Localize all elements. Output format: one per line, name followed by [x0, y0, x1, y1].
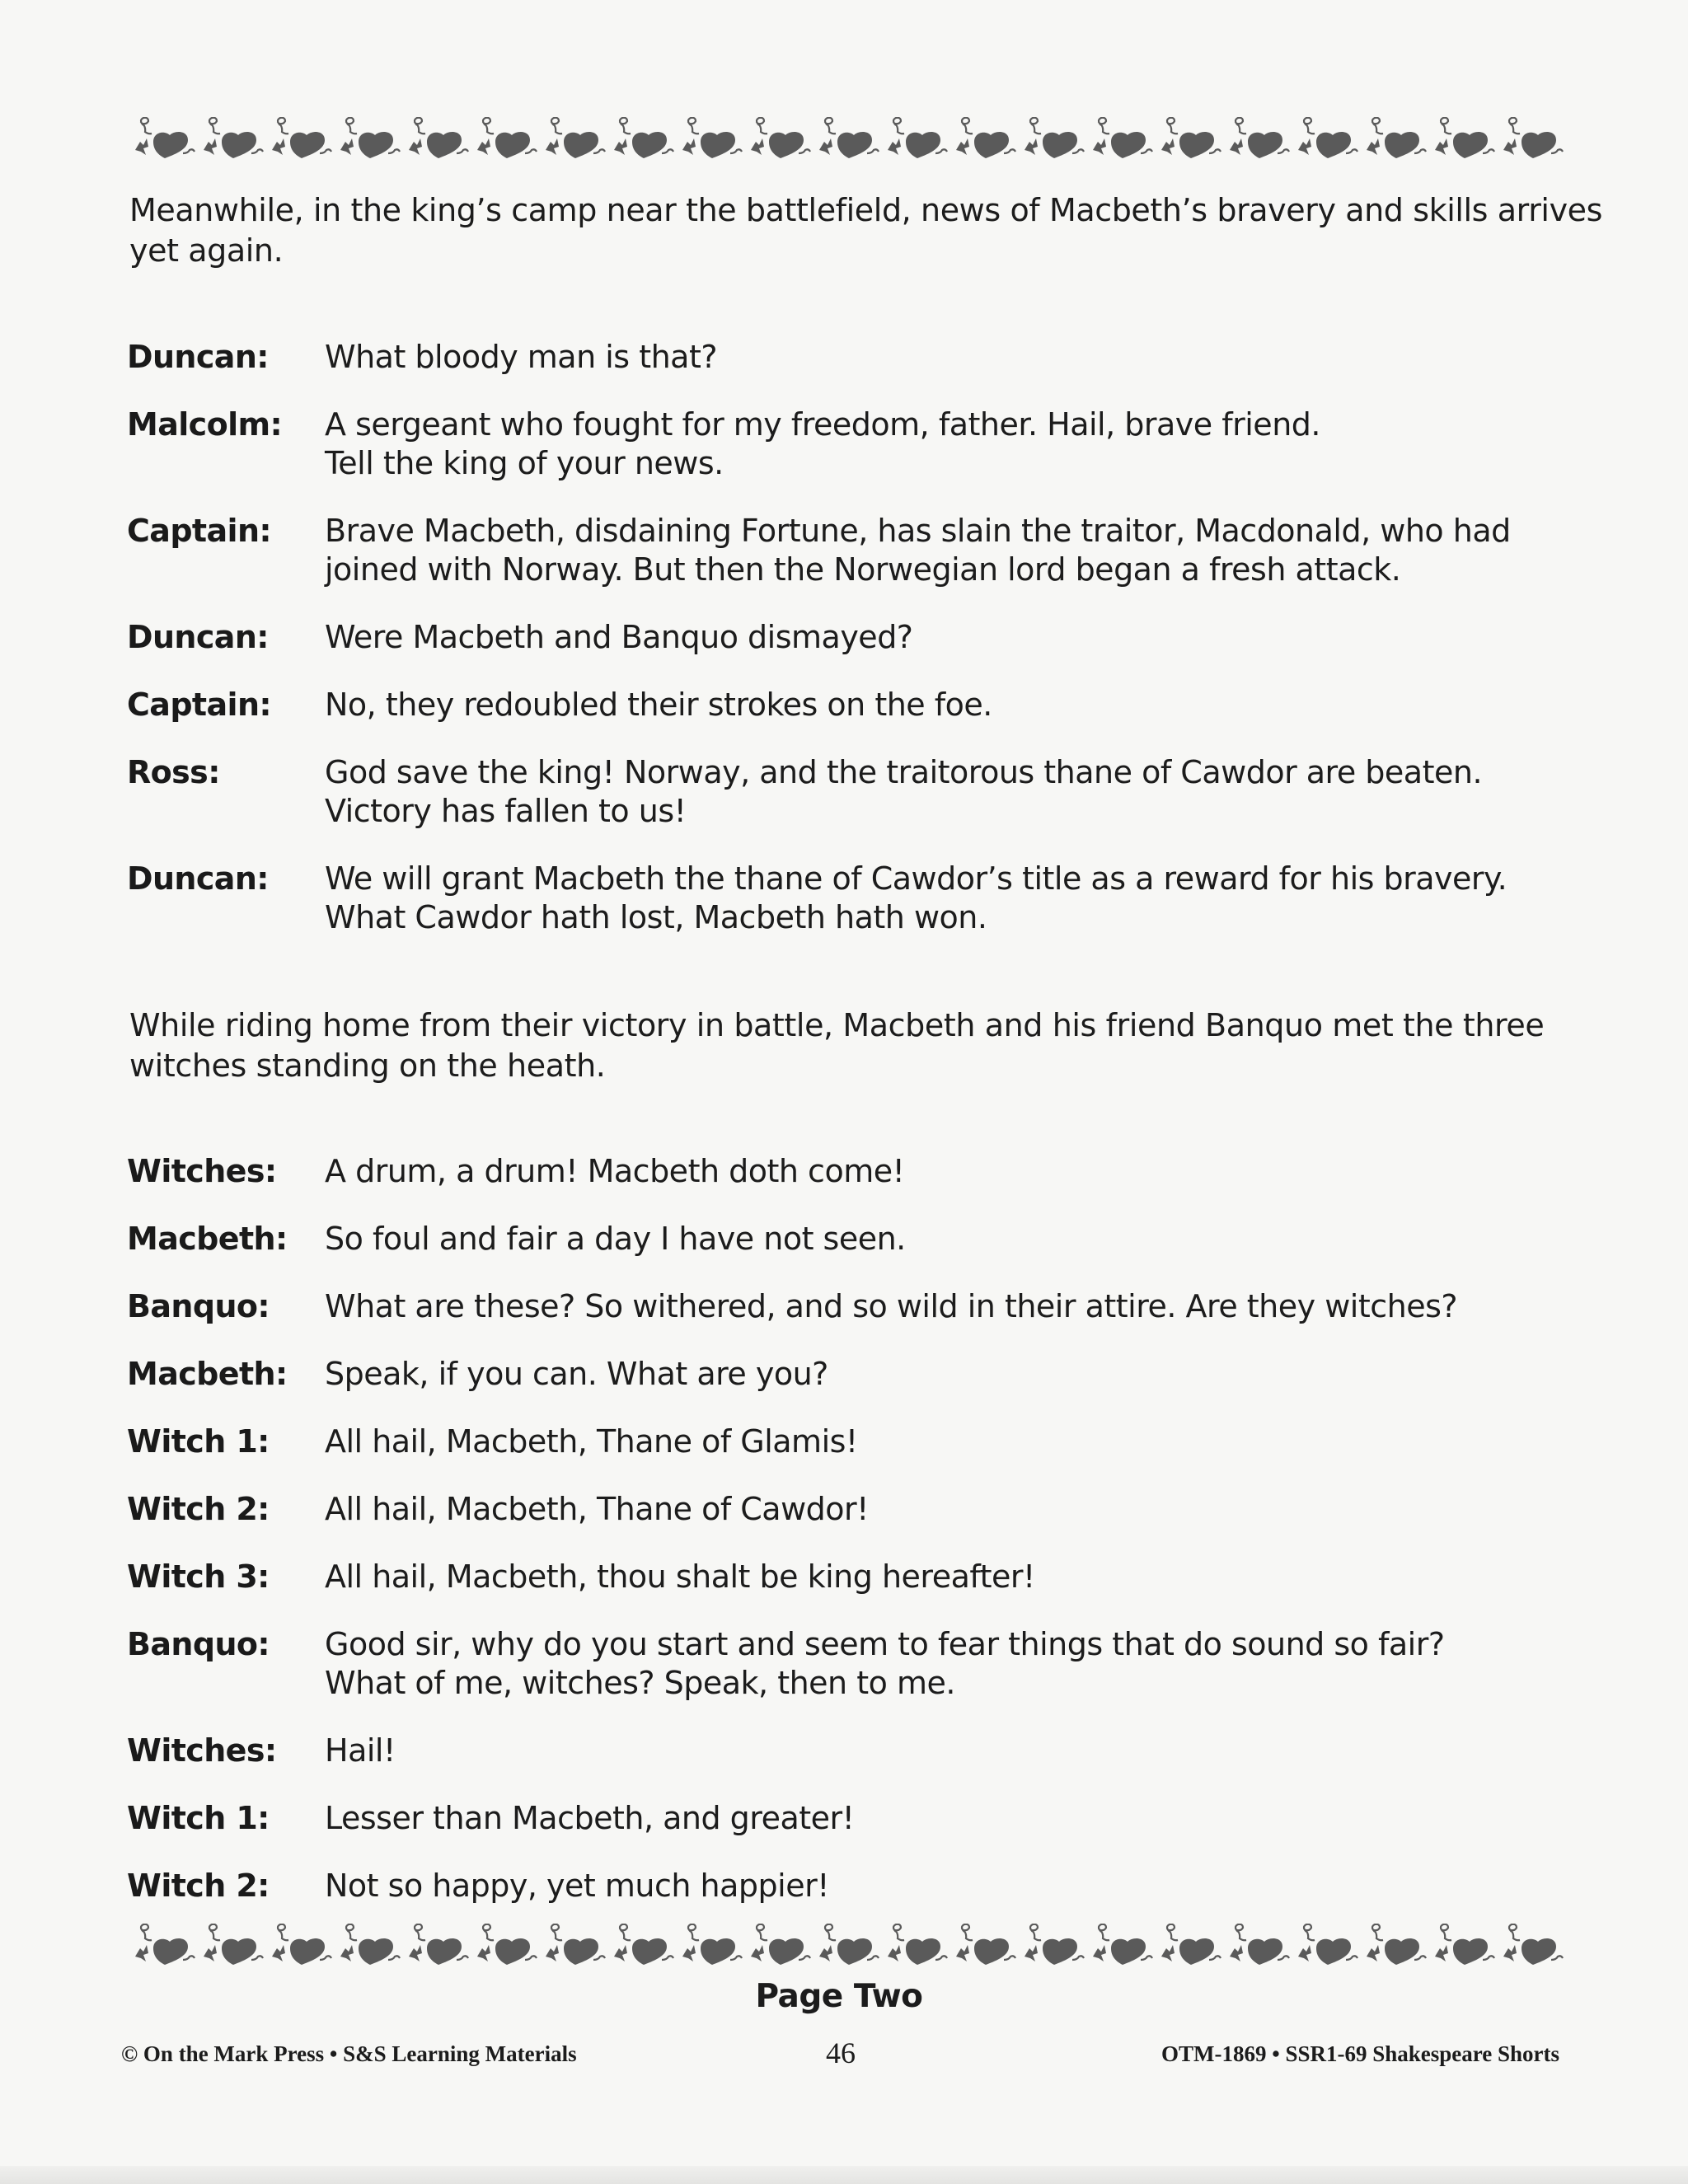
footer [121, 2038, 1559, 2071]
speech-line: A sergeant who fought for my freedom, father. Hail, brave friend. [325, 406, 1320, 443]
speech-text [325, 1558, 1035, 1596]
speech-line: We will grant Macbeth the thane of Cawdor’s title as a reward for his bravery. [325, 860, 1507, 897]
dialogue-row [127, 405, 1594, 483]
dialogue-row [127, 860, 1594, 937]
dialogue-row [127, 1867, 1594, 1905]
heart-vine-icon [1432, 117, 1500, 163]
heart-vine-icon [1363, 117, 1432, 163]
narration-paragraph-2 [129, 1005, 1580, 1086]
heart-vine-icon [1500, 117, 1568, 163]
heart-vine-icon [1158, 117, 1226, 163]
dialogue-row [127, 1355, 1594, 1394]
speech-line: What Cawdor hath lost, Macbeth hath won. [325, 899, 987, 935]
speech-line: All hail, Macbeth, Thane of Cawdor! [325, 1491, 869, 1527]
speech-line: Hail! [325, 1732, 396, 1769]
speech-line: All hail, Macbeth, thou shalt be king hereafter! [325, 1558, 1035, 1595]
speech-text [325, 686, 992, 724]
speech-line: So foul and fair a day I have not seen. [325, 1221, 906, 1257]
dialogue-row [127, 1220, 1594, 1258]
heart-vine-icon [748, 117, 816, 163]
heart-vine-icon [1021, 1924, 1090, 1970]
dialogue-row [127, 1152, 1594, 1191]
dialogue-row [127, 1625, 1594, 1703]
narration-line: Meanwhile, in the king’s camp near the battlefield, news of Macbeth’s bravery and skills arrives [129, 192, 1603, 228]
speech-text [325, 512, 1511, 589]
heart-vine-icon [269, 1924, 337, 1970]
speaker-name: Witch 1: [127, 1423, 270, 1460]
speaker-name: Malcolm: [127, 406, 283, 443]
speech-text [325, 405, 1320, 483]
heart-vine-icon [1363, 1924, 1432, 1970]
speech-text [325, 1732, 396, 1770]
speaker-name: Macbeth: [127, 1356, 288, 1392]
heart-vine-icon [200, 1924, 269, 1970]
speech-text [325, 1287, 1457, 1326]
heart-vine-icon [748, 1924, 816, 1970]
heart-vine-icon [1295, 117, 1363, 163]
speech-text [325, 1220, 906, 1258]
page-label-text: Page Two [755, 1978, 923, 2015]
heart-vine-icon [679, 1924, 748, 1970]
speech-text [325, 1867, 829, 1905]
dialogue-row [127, 338, 1594, 377]
dialogue-row [127, 1799, 1594, 1838]
dialogue-row [127, 1558, 1594, 1596]
dialogue-row [127, 512, 1594, 589]
speech-text [325, 1152, 904, 1191]
heart-vine-icon [1021, 117, 1090, 163]
footer-page-number: 46 [826, 2036, 856, 2069]
speech-text [325, 1490, 869, 1529]
page-label [0, 1978, 1688, 2015]
speech-text [325, 1355, 828, 1394]
dialogue-row [127, 686, 1594, 724]
speaker-name: Captain: [127, 687, 272, 723]
heart-vine-icon [816, 1924, 884, 1970]
heart-vine-icon [953, 117, 1021, 163]
speech-line: What are these? So withered, and so wild in their attire. Are they witches? [325, 1288, 1458, 1324]
speaker-name: Banquo: [127, 1626, 270, 1662]
speech-text [325, 618, 912, 657]
speech-line: Good sir, why do you start and seem to fear things that do sound so fair? [325, 1626, 1445, 1662]
dialogue-row [127, 1732, 1594, 1770]
speaker-name: Banquo: [127, 1288, 270, 1324]
heart-vine-icon [337, 1924, 406, 1970]
dialogue-block-2 [127, 1152, 1594, 1934]
heart-vine-icon [1226, 1924, 1295, 1970]
speech-line: Not so happy, yet much happier! [325, 1868, 829, 1904]
speech-line: Tell the king of your news. [325, 445, 724, 481]
speaker-name: Witches: [127, 1732, 277, 1769]
heart-vine-icon [474, 117, 542, 163]
footer-publisher: © On the Mark Press • S&S Learning Materials [121, 2041, 577, 2066]
heart-vine-icon [611, 1924, 679, 1970]
heart-vine-icon [611, 117, 679, 163]
speech-text [325, 753, 1482, 831]
speaker-name: Duncan: [127, 860, 269, 897]
top-heart-vine-border [132, 117, 1570, 163]
heart-vine-icon [1295, 1924, 1363, 1970]
heart-vine-icon [474, 1924, 542, 1970]
speech-line: joined with Norway. But then the Norwegian lord began a fresh attack. [325, 551, 1401, 588]
narration-line: witches standing on the heath. [129, 1047, 606, 1084]
heart-vine-icon [1432, 1924, 1500, 1970]
heart-vine-icon [406, 1924, 474, 1970]
speech-line: All hail, Macbeth, Thane of Glamis! [325, 1423, 858, 1460]
dialogue-row [127, 753, 1594, 831]
heart-vine-icon [884, 117, 953, 163]
speech-line: No, they redoubled their strokes on the foe. [325, 687, 992, 723]
heart-vine-icon [1500, 1924, 1568, 1970]
heart-vine-icon [816, 117, 884, 163]
heart-vine-icon [406, 117, 474, 163]
heart-vine-icon [542, 117, 611, 163]
speech-line: Lesser than Macbeth, and greater! [325, 1800, 855, 1836]
narration-paragraph-1 [129, 190, 1603, 271]
heart-vine-icon [200, 117, 269, 163]
heart-vine-icon [542, 1924, 611, 1970]
dialogue-row [127, 1422, 1594, 1461]
dialogue-block-1 [127, 338, 1594, 966]
speaker-name: Witches: [127, 1153, 277, 1189]
heart-vine-icon [953, 1924, 1021, 1970]
speech-line: Brave Macbeth, disdaining Fortune, has slain the traitor, Macdonald, who had [325, 513, 1511, 549]
speech-text [325, 860, 1507, 937]
page-edge [0, 2166, 1688, 2184]
speech-text [325, 1799, 854, 1838]
heart-vine-icon [1226, 117, 1295, 163]
dialogue-row [127, 618, 1594, 657]
narration-line: While riding home from their victory in battle, Macbeth and his friend Banquo met the three [129, 1007, 1545, 1043]
speech-line: What bloody man is that? [325, 339, 718, 375]
speaker-name: Duncan: [127, 619, 269, 655]
speech-text [325, 1422, 858, 1461]
dialogue-row [127, 1490, 1594, 1529]
heart-vine-icon [337, 117, 406, 163]
heart-vine-icon [679, 117, 748, 163]
heart-vine-icon [884, 1924, 953, 1970]
dialogue-row [127, 1287, 1594, 1326]
footer-product-code: OTM-1869 • SSR1-69 Shakespeare Shorts [1161, 2041, 1559, 2066]
speech-line: Were Macbeth and Banquo dismayed? [325, 619, 913, 655]
speaker-name: Witch 2: [127, 1868, 270, 1904]
speaker-name: Macbeth: [127, 1221, 288, 1257]
speech-line: A drum, a drum! Macbeth doth come! [325, 1153, 905, 1189]
speaker-name: Witch 3: [127, 1558, 270, 1595]
speaker-name: Witch 2: [127, 1491, 270, 1527]
bottom-heart-vine-border [132, 1924, 1570, 1970]
heart-vine-icon [1158, 1924, 1226, 1970]
narration-line: yet again. [129, 232, 284, 269]
speech-line: Speak, if you can. What are you? [325, 1356, 828, 1392]
speech-line: Victory has fallen to us! [325, 793, 687, 829]
speech-text [325, 338, 717, 377]
speech-text [325, 1625, 1445, 1703]
speaker-name: Captain: [127, 513, 272, 549]
heart-vine-icon [269, 117, 337, 163]
speaker-name: Witch 1: [127, 1800, 270, 1836]
heart-vine-icon [132, 117, 200, 163]
speech-line: God save the king! Norway, and the traitorous thane of Cawdor are beaten. [325, 754, 1483, 790]
speaker-name: Duncan: [127, 339, 269, 375]
speech-line: What of me, witches? Speak, then to me. [325, 1665, 955, 1701]
speaker-name: Ross: [127, 754, 220, 790]
heart-vine-icon [132, 1924, 200, 1970]
heart-vine-icon [1090, 1924, 1158, 1970]
heart-vine-icon [1090, 117, 1158, 163]
